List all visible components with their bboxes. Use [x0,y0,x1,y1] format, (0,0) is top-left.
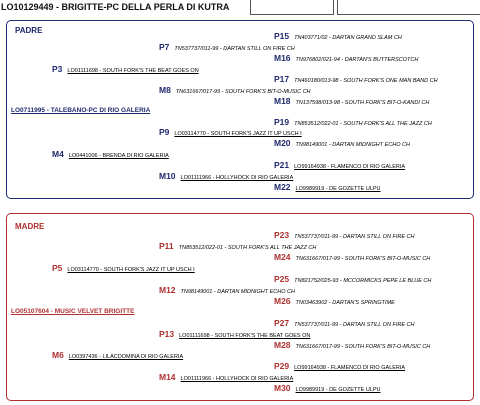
node-code: M14 [159,372,176,382]
pedigree-node-p27[interactable] [274,319,414,330]
padre-label: PADRE [15,26,43,35]
node-name[interactable]: TN137598/013-98 - SOUTH FORK'S BIT-O-KANDI CH [295,100,430,106]
node-code: P9 [159,127,170,137]
pedigree-node-p25[interactable] [274,275,431,286]
node-code: M18 [274,96,291,106]
node-code: P3 [52,64,63,74]
node-name[interactable]: TN537737/011-99 - DARTAN STILL ON FIRE CH [294,322,415,328]
node-code: P25 [274,274,290,284]
pedigree-node-m18[interactable] [274,97,429,108]
madre-label: MADRE [15,222,45,231]
node-code: M20 [274,138,291,148]
pedigree-node-p3[interactable] [52,65,199,76]
pedigree-node-p21[interactable] [274,161,405,172]
node-code: P21 [274,160,290,170]
node-code: P11 [159,241,174,251]
node-code: M22 [274,182,291,192]
pedigree-node-p15[interactable] [274,32,402,43]
pedigree-node-p23[interactable] [274,231,414,242]
pedigree-node-m30[interactable] [274,384,381,395]
node-name[interactable]: LO01111698 - SOUTH FORK'S THE BEAT GOES ON [179,333,311,339]
node-name[interactable]: TN631667/017-99 - SOUTH FORK'S BIT-O-MUSIC CH [295,256,431,262]
header-box-2 [337,0,480,15]
node-code: M8 [159,85,171,95]
pedigree-node-m16[interactable] [274,54,418,65]
pedigree-node-m26[interactable] [274,297,395,308]
pedigree-node-m28[interactable] [274,341,430,352]
node-name[interactable]: TN631667/017-99 - SOUTH FORK'S BIT-O-MUSIC CH [175,89,311,95]
pedigree-node-m20[interactable] [274,139,410,150]
node-name[interactable]: TN976802/021-94 - DARTAN'S BUTTERSCOTCH [295,57,419,63]
node-code: M10 [159,171,176,181]
node-code: M16 [274,53,291,63]
node-code: M12 [159,285,176,295]
node-code: P27 [274,318,290,328]
node-code: M4 [52,149,64,159]
pedigree-node-m4[interactable] [52,150,169,161]
node-name[interactable]: TN98149001 - DARTAN MIDNIGHT ECHO CH [180,289,295,295]
node-name[interactable]: LO99164938 - FLAMENCO DI RIO GALERIA [294,365,406,371]
pedigree-node-p11[interactable] [159,242,316,253]
node-name[interactable]: TN537737/011-99 - DARTAN STILL ON FIRE CH [174,46,295,52]
node-name[interactable]: TN03463902 - DARTAN'S SPRINGTIME [295,300,395,306]
node-name[interactable]: TN821752/025-93 - MCCORMICKS PEPE LE BLUE CH [294,278,432,284]
pedigree-node-p29[interactable] [274,362,405,373]
node-name[interactable]: LO01111966 - HOLLYHOCK DI RIO GALERIA [180,175,294,181]
node-name[interactable]: TN98149001 - DARTAN MIDNIGHT ECHO CH [295,142,410,148]
node-name[interactable]: LO9989919 - DE GOZETTE ULPU [295,387,381,393]
header-box-1 [250,0,334,15]
node-code: M30 [274,383,291,393]
node-name[interactable]: LO03114770 - SOUTH FORK'S JAZZ IT UP USCH I [67,267,195,273]
node-name[interactable]: TN631667/017-99 - SOUTH FORK'S BIT-O-MUSIC CH [295,344,431,350]
pedigree-node-m22[interactable] [274,183,381,194]
node-name[interactable]: LO01111966 - HOLLYHOCK DI RIO GALERIA [180,376,294,382]
node-code: P5 [52,263,63,273]
pedigree-node-m24[interactable] [274,253,430,264]
pedigree-node-p5[interactable] [52,264,195,275]
node-code: P7 [159,42,170,52]
madre-section [6,213,474,401]
node-name[interactable]: LO03114770 - SOUTH FORK'S JAZZ IT UP USCH I [174,131,302,137]
node-name[interactable]: TN403771/02 - DARTAN GRAND SLAM CH [294,35,402,41]
pedigree-node-m6[interactable] [52,351,183,362]
node-code: M28 [274,340,291,350]
page-title: LO10129449 - BRIGITTE-PC DELLA PERLA DI KUTRA [1,2,230,12]
page-header [0,0,480,15]
pedigree-node-p17[interactable] [274,75,438,86]
node-code: M6 [52,350,64,360]
node-code: P15 [274,31,290,41]
node-name[interactable]: LO99164938 - FLAMENCO DI RIO GALERIA [294,164,406,170]
node-name[interactable]: LO9989919 - DE GOZETTE ULPU [295,186,381,192]
node-name[interactable]: LO0397436 - LILACDOMINA DI RIO GALERIA [68,354,184,360]
node-code: P19 [274,117,290,127]
node-code: P13 [159,329,175,339]
node-name[interactable]: TN537737/011-99 - DARTAN STILL ON FIRE CH [294,234,415,240]
node-code: P29 [274,361,290,371]
node-code: P23 [274,230,290,240]
node-name[interactable]: LO01111698 - SOUTH FORK'S THE BEAT GOES ON [67,68,199,74]
madre-root-name[interactable]: LO05107604 - MUSIC VELVET BRIGITTE [11,308,135,315]
node-name[interactable]: TN853512/022-01 - SOUTH FORK'S ALL THE JAZZ CH [294,121,432,127]
padre-section [6,20,474,199]
node-name[interactable]: TN853512/022-01 - SOUTH FORK'S ALL THE JAZZ CH [178,245,317,251]
node-code: M24 [274,252,291,262]
node-name[interactable]: LO0441006 - BRENDA DI RIO GALERIA [68,153,169,159]
node-code: P17 [274,74,290,84]
node-name[interactable]: TN460180/013-98 - SOUTH FORK'S ONE MAN BAND CH [294,78,438,84]
node-code: M26 [274,296,291,306]
padre-root-name[interactable]: LO0711995 - TALEBANO-PC DI RIO GALERIA [11,107,151,114]
